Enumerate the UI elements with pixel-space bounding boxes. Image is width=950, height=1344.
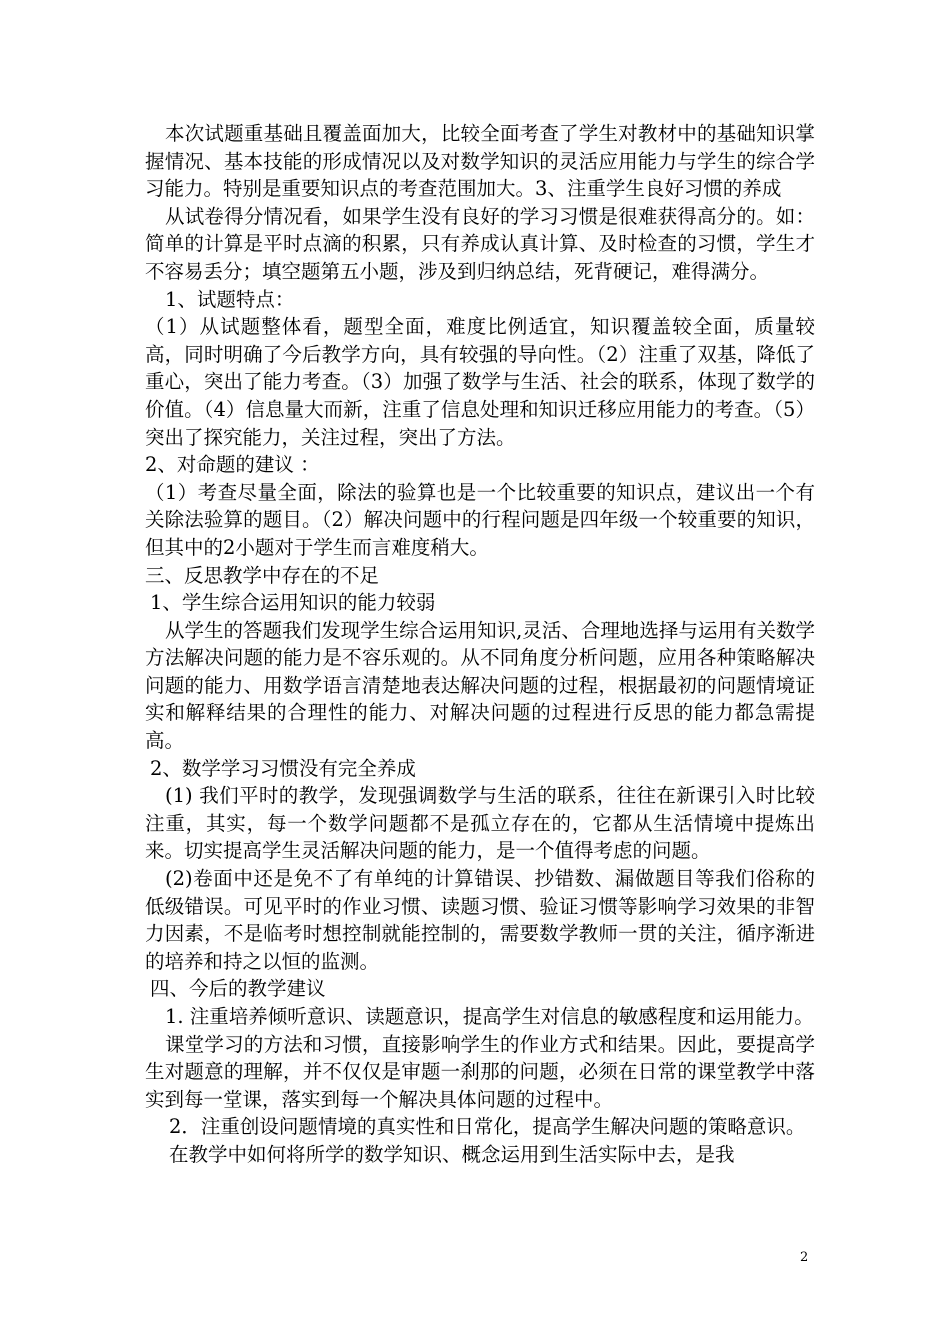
heading-section-three: 三、反思教学中存在的不足 bbox=[145, 563, 380, 587]
paragraph-weak-ability: 从学生的答题我们发现学生综合运用知识,灵活、合理地选择与运用有关数学方法解决问题的能力是不容乐观的。从不同角度分析问题，应用各种策略解决问题的能力、用数学语言清楚地表达解决问题的过程，根据最初的问题情境证实和解释结果的合理性的能力、对解决问题的过程进行反思的能力都急需提高。 bbox=[145, 618, 815, 753]
document-body bbox=[145, 120, 815, 1169]
paragraph-question-features: （1）从试题整体看，题型全面，难度比例适宜，知识覆盖较全面，质量较高，同时明确了今后教学方向，具有较强的导向性。（2）注重了双基，降低了重心，突出了能力考查。（3）加强了数学与生活、社会的联系，体现了数学的价值。（4）信息量大而新，注重了信息处理和知识迁移应用能力的考查。（5）突出了探究能力，关注过程，突出了方法。 bbox=[145, 315, 815, 449]
paragraph-habits-2: (2)卷面中还是免不了有单纯的计算错误、抄错数、漏做题目等我们俗称的低级错误。可见平时的作业习惯、读题习惯、验证习惯等影响学习效果的非智力因素，不是临考时想控制就能控制的，需要数学教师一贯的关注，循序渐进的培养和持之以恒的监测。 bbox=[145, 867, 815, 973]
heading-question-features: 1、试题特点： bbox=[165, 287, 295, 311]
paragraph-suggestion-1: 1. 注重培养倾听意识、读题意识，提高学生对信息的敏感程度和运用能力。 bbox=[165, 1005, 814, 1028]
heading-habits: 2、数学学习习惯没有完全养成 bbox=[150, 756, 416, 780]
paragraph-score-analysis: 从试卷得分情况看，如果学生没有良好的学习习惯是很难获得高分的。如：简单的计算是平时点滴的积累，只有养成认真计算、及时检查的习惯，学生才不容易丢分；填空题第五小题，涉及到归纳总结，死背硬记，难得满分。 bbox=[145, 204, 815, 283]
paragraph-proposition-suggestions: （1）考查尽量全面，除法的验算也是一个比较重要的知识点，建议出一个有关除法验算的题目。（2）解决问题中的行程问题是四年级一个较重要的知识，但其中的2小题对于学生而言难度稍大。 bbox=[145, 480, 815, 559]
paragraph-application: 在教学中如何将所学的数学知识、概念运用到生活实际中去，是我 bbox=[169, 1142, 735, 1166]
paragraph-classroom-habits: 课堂学习的方法和习惯，直接影响学生的作业方式和结果。因此，要提高学生对题意的理解，并不仅仅是审题一刹那的问题，必须在日常的课堂教学中落实到每一堂课，落实到每一个解决具体问题的过程中。 bbox=[145, 1032, 815, 1111]
heading-weak-ability: 1、学生综合运用知识的能力较弱 bbox=[150, 591, 436, 615]
paragraph-intro: 本次试题重基础且覆盖面加大，比较全面考查了学生对教材中的基础知识掌握情况、基本技能的形成情况以及对数学知识的灵活应用能力与学生的综合学习能力。特别是重要知识点的考查范围加大。3、注重学生良好习惯的养成 bbox=[145, 122, 815, 201]
heading-section-four: 四、今后的教学建议 bbox=[150, 977, 326, 1001]
paragraph-suggestion-2: 2．注重创设问题情境的真实性和日常化，提高学生解决问题的策略意识。 bbox=[169, 1115, 806, 1139]
page-number: 2 bbox=[800, 1250, 809, 1265]
heading-proposition-suggestions: 2、对命题的建议 ： bbox=[145, 453, 320, 477]
paragraph-habits-1: (1) 我们平时的教学，发现强调数学与生活的联系，往往在新课引入时比较注重，其实，每一个数学问题都不是孤立存在的，它都从生活情境中提炼出来。切实提高学生灵活解决问题的能力，是一个值得考虑的问题。 bbox=[145, 784, 815, 863]
